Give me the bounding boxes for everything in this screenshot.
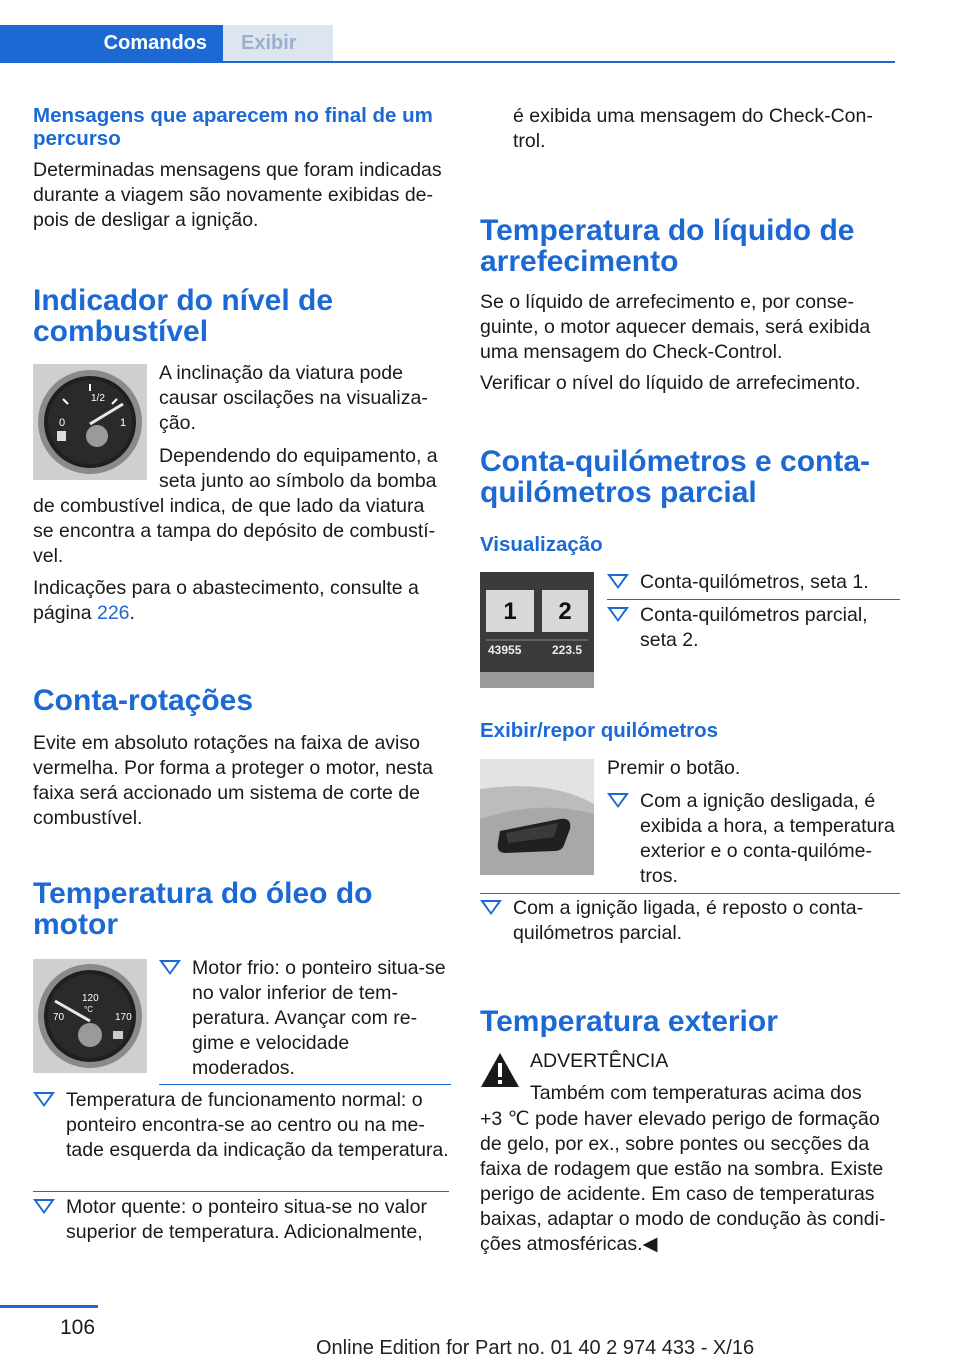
page-link-226[interactable]: 226 <box>96 602 130 624</box>
odometer-display-image <box>480 572 594 688</box>
divider <box>159 1084 451 1085</box>
heading-odometer: Conta-quilómetros e conta-quilómetros parcial <box>480 445 871 509</box>
warning-text-line-1: Também com temperaturas acima dos <box>530 1082 862 1104</box>
chapter-tab-bar <box>0 25 895 63</box>
warning-title: ADVERTÊNCIA <box>530 1050 669 1072</box>
bullet-triangle-icon <box>607 793 629 808</box>
heading-tachometer: Conta-rotações <box>33 684 254 717</box>
heading-show-reset-km: Exibir/repor quilómetros <box>480 719 719 742</box>
tab-exibir[interactable]: Exibir <box>223 25 333 61</box>
end-of-trip-text: Determinadas mensagens que foram indicadas durante a viagem são novamente exibidas depois de desligar a ignição. <box>33 159 442 231</box>
odometer-display-icon <box>480 572 594 688</box>
oil-temperature-gauge-icon <box>33 959 147 1073</box>
warning-text: +3 ℃ pode haver elevado perigo de formação de gelo, por ex., sobre pontes ou secções da faixa de rodagem que estão na sombra. Existe perigo de acidente. Em caso de temperaturas baixas, adaptar o modo de condução às condições atmosféricas.◀ <box>480 1108 886 1255</box>
bullet-triangle-icon <box>480 900 502 915</box>
edition-footer: Online Edition for Part no. 01 40 2 974 433 - X/16 <box>316 1337 755 1359</box>
arrow-1-label: 1 <box>503 598 517 625</box>
oil-70-label: 70 <box>53 1012 65 1023</box>
coolant-text-2: Verificar o nível do líquido de arrefecimento. <box>480 372 861 394</box>
fuel-text-3 <box>33 576 449 626</box>
check-control-continuation: é exibida uma mensagem do Check-Control. <box>513 105 873 152</box>
fuel-gauge-image <box>33 364 147 480</box>
fuel-gauge-icon <box>33 364 147 480</box>
tab-comandos[interactable]: Comandos <box>0 25 223 61</box>
arrow-2-label: 2 <box>558 598 572 625</box>
bullet-triangle-icon <box>33 1092 55 1107</box>
fuel-half-label: 1/2 <box>91 393 105 404</box>
page-number: 106 <box>60 1316 96 1339</box>
divider <box>33 1191 449 1192</box>
heading-fuel-gauge: Indicador do nível de combustível <box>33 284 334 348</box>
oil-unit-label: °C <box>84 1005 93 1014</box>
fuel-text-1: A inclinação da viatura pode causar oscilações na visualização. <box>159 362 428 434</box>
oil-bullet-3: Motor quente: o ponteiro situa-se no valor superior de temperatura. Adicionalmente, <box>33 1195 449 1245</box>
oil-120-label: 120 <box>82 993 99 1004</box>
coolant-text-1: Se o líquido de arrefecimento e, por conseguinte, o motor aquecer demais, será exibida uma mensagem do Check-Control. <box>480 291 871 363</box>
odometer-total-value: 43955 <box>488 643 522 657</box>
bullet-triangle-icon <box>159 960 181 975</box>
reset-bullet-2: Com a ignição ligada, é reposto o conta-quilómetros parcial. <box>480 896 900 946</box>
oil-170-label: 170 <box>115 1012 132 1023</box>
fuel-full-label: 1 <box>120 417 127 429</box>
divider <box>607 599 900 600</box>
footer-rule <box>0 1305 98 1308</box>
heading-coolant-temperature: Temperatura do líquido de arrefecimento <box>480 214 855 278</box>
oil-bullet-2: Temperatura de funcionamento normal: o ponteiro encontra-se ao centro ou na metade esquerda da indicação da temperatura. <box>33 1088 449 1163</box>
fuel-text-2b: de combustível indica, de que lado da viatura se encontra a tampa do depósito de combustível. <box>33 495 436 567</box>
display-bullet-2: Conta-quilómetros parcial, seta 2. <box>607 603 900 653</box>
oil-bullet-1: Motor frio: o ponteiro situa-se no valor inferior de temperatura. Avançar com regime e velocidade moderados. <box>159 956 451 1081</box>
fuel-text-2a: Dependendo do equipamento, a seta junto ao símbolo da bomba <box>159 445 438 492</box>
bullet-triangle-icon <box>607 607 629 622</box>
reset-button-image <box>480 759 594 875</box>
heading-outside-temperature: Temperatura exterior <box>480 1005 778 1038</box>
fuel-refuel-text: Indicações para o abastecimento, consulte a página <box>33 577 419 624</box>
display-bullet-1: Conta-quilómetros, seta 1. <box>607 570 900 595</box>
reset-bullet-1: Com a ignição desligada, é exibida a hora, a temperatura exterior e o conta-quilómetros. <box>607 789 900 889</box>
tachometer-text: Evite em absoluto rotações na faixa de aviso vermelha. Por forma a proteger o motor, nesta faixa será accionado um sistema de corte de combustível. <box>33 732 433 829</box>
heading-oil-temperature: Temperatura do óleo do motor <box>33 877 373 941</box>
fuel-zero-label: 0 <box>59 417 66 429</box>
bullet-triangle-icon <box>607 574 629 589</box>
heading-display: Visualização <box>480 533 603 556</box>
reset-button-icon <box>480 759 594 875</box>
oil-gauge-image <box>33 959 147 1073</box>
fuel-refuel-end: . <box>129 602 135 624</box>
divider <box>480 893 900 894</box>
heading-end-of-trip-messages: Mensagens que aparecem no final de um percurso <box>33 104 433 150</box>
warning-icon <box>480 1052 520 1088</box>
bullet-triangle-icon <box>33 1199 55 1214</box>
trip-odometer-value: 223.5 <box>552 643 583 657</box>
reset-instruction: Premir o botão. <box>607 757 741 779</box>
